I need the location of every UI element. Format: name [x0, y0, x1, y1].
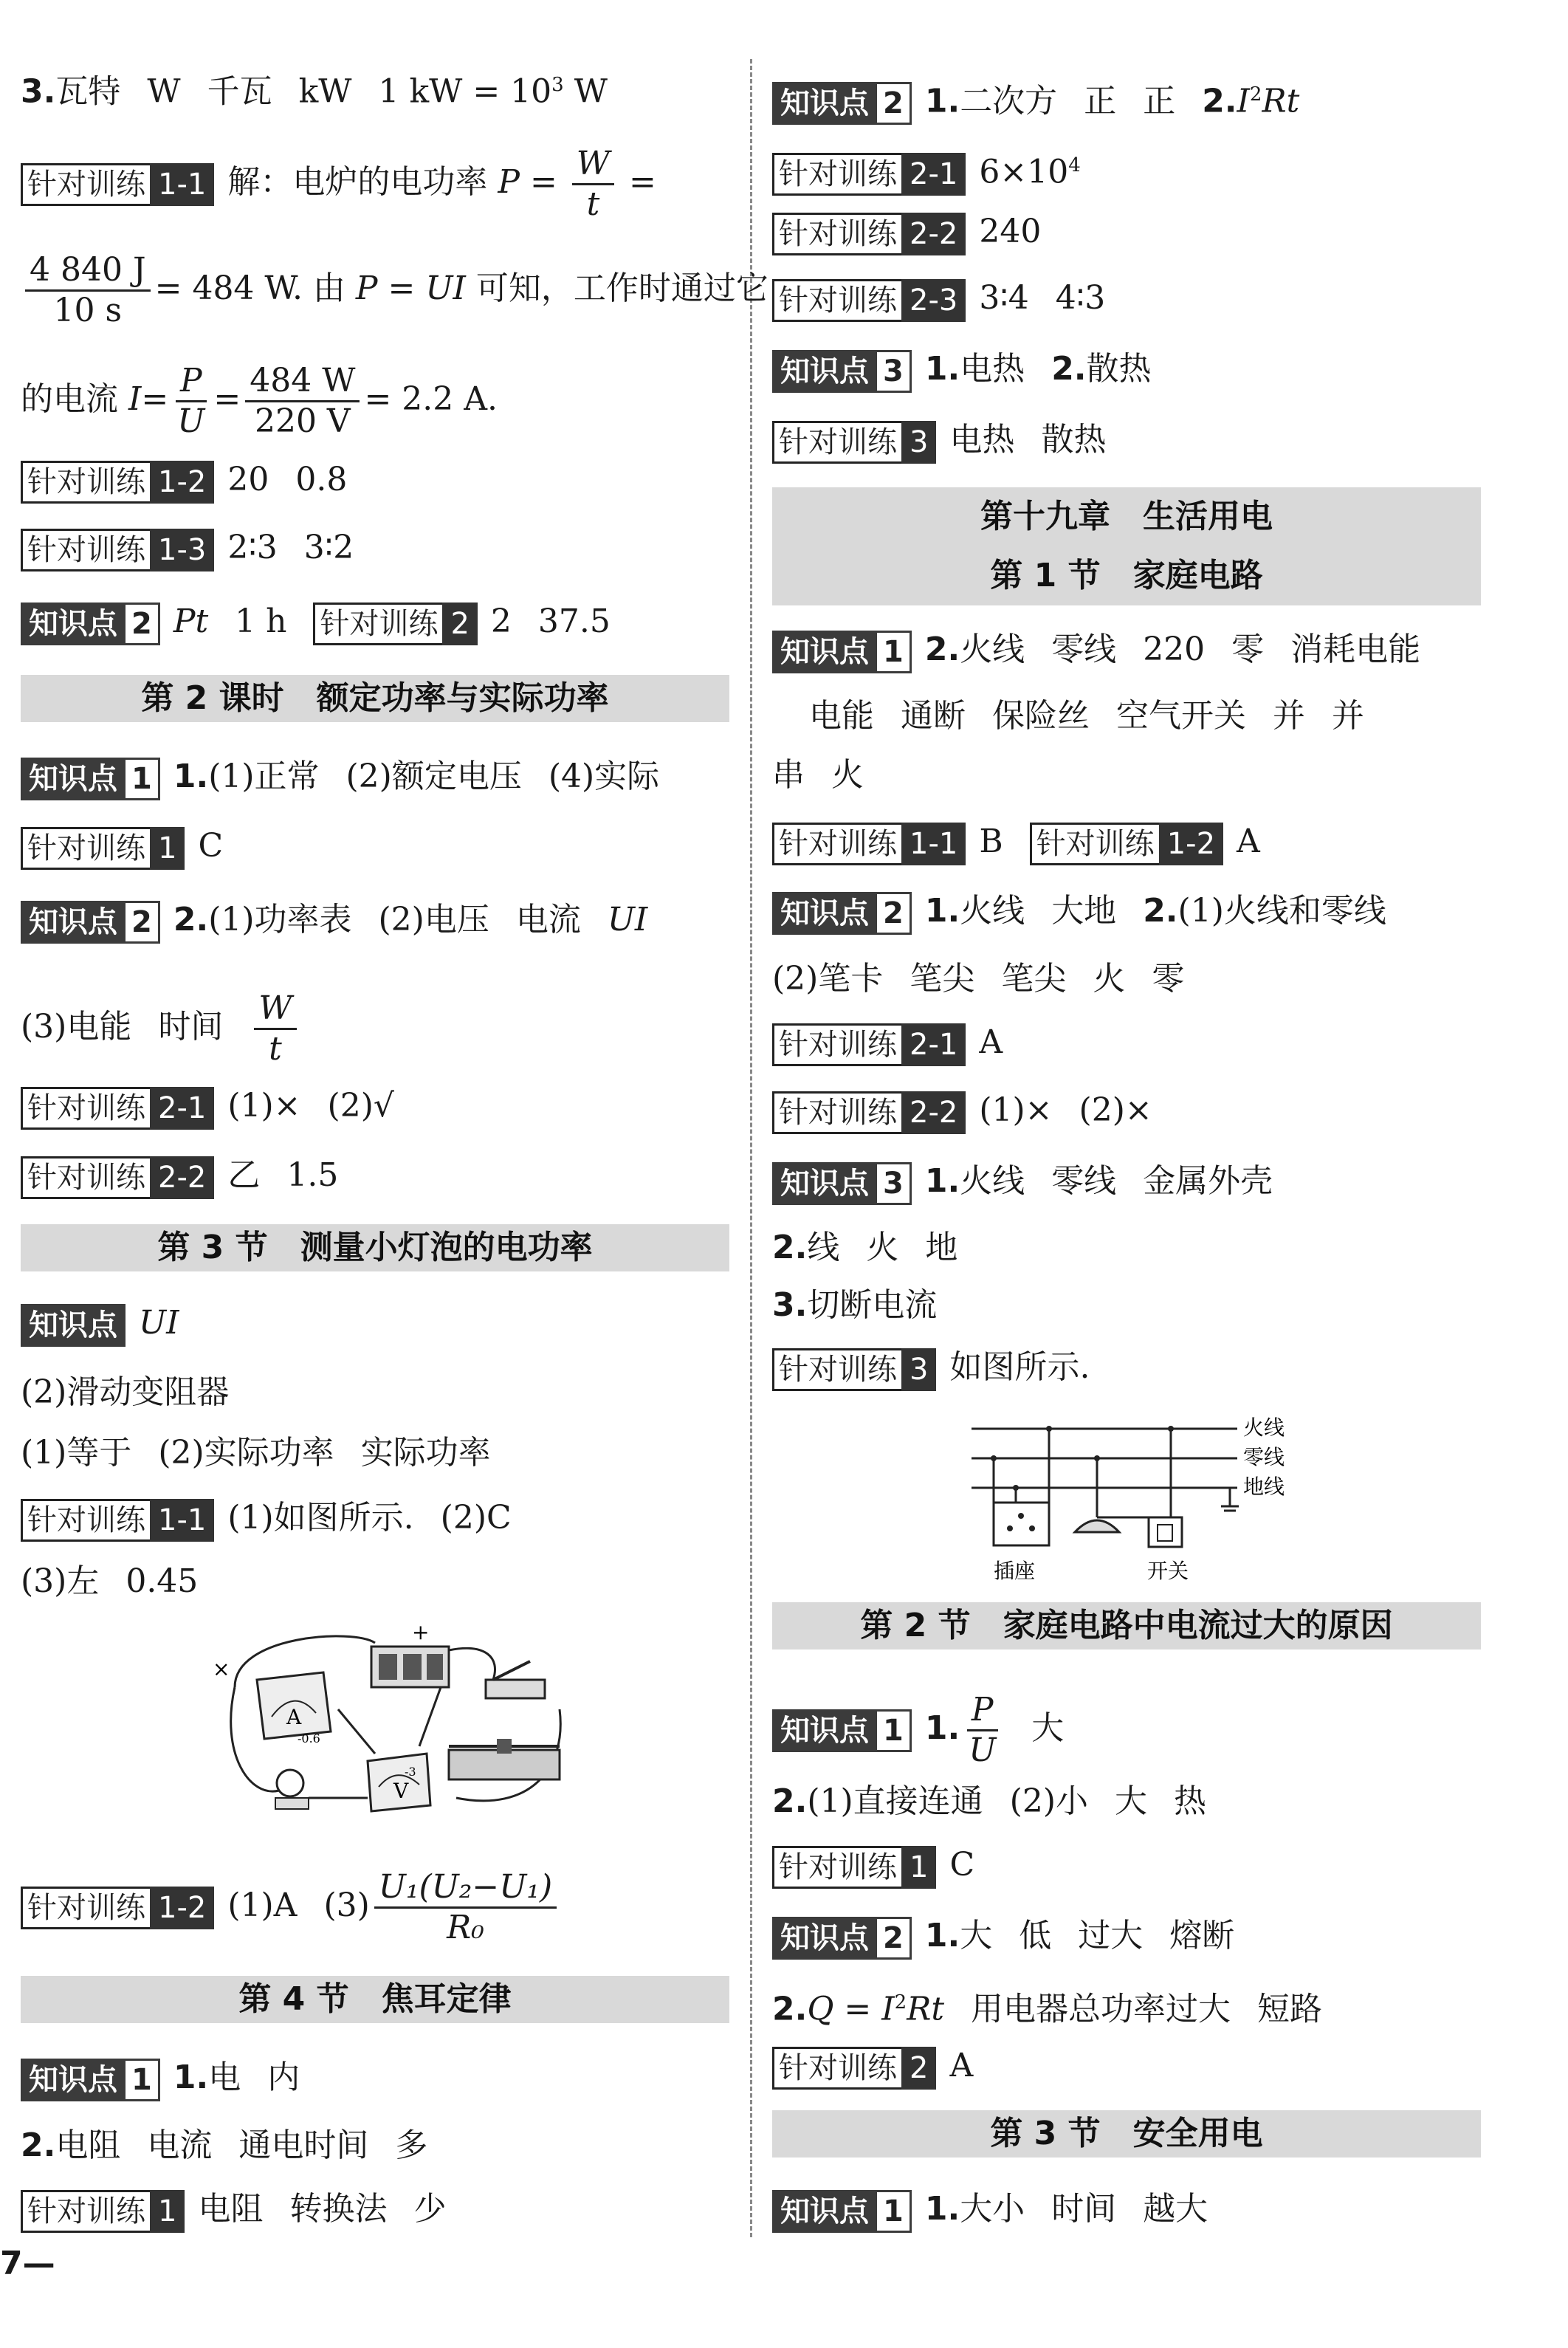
answer-line: 电能 通断 保险丝 空气开关 并 并 — [809, 697, 1364, 735]
training-tag: 针对训练 1-2 — [21, 461, 214, 504]
answer: = 484 W. 由 — [154, 270, 356, 307]
answer-line: 知识点 2 1.大 低 过大 熔断 — [772, 1914, 1234, 1960]
answer-line: (2)笔卡 笔尖 笔尖 火 零 — [772, 960, 1185, 998]
fraction: $\frac{W}{t}$ — [572, 145, 614, 224]
answer-line: 针对训练 3 电热 散热 — [772, 418, 1106, 464]
answer: = 2.2 A. — [364, 380, 498, 418]
answer-line: 知识点 1 1.电 内 — [21, 2056, 300, 2101]
fraction: $\frac{484 W}{220 V}$ — [245, 362, 360, 441]
answer-line: 知识点 2 Pt 1 h 针对训练 2 2 37.5 — [21, 600, 611, 645]
knowledge-tag: 知识点 1 — [772, 2190, 912, 2233]
answer-line: 串 火 — [772, 756, 864, 794]
answer-line: 针对训练 1-2 20 0.8 — [21, 458, 347, 504]
switch-label: 开关 — [1147, 1559, 1189, 1583]
answer-line: 知识点 3 1.电热 2.散热 — [772, 347, 1152, 393]
answer-line — [21, 63, 608, 114]
section-heading: 第 2 课时 额定功率与实际功率 — [21, 675, 729, 722]
superscript: 3 — [551, 74, 564, 96]
answer-line: 针对训练 1-1 解：电炉的电功率 P = $\frac{W}{t}$ = — [21, 145, 656, 224]
training-tag: 针对训练 2-2 — [21, 1156, 214, 1199]
earth-wire-label: 地线 — [1243, 1475, 1285, 1499]
training-tag: 针对训练 1 — [21, 2190, 185, 2233]
training-tag: 针对训练 1-1 — [21, 1499, 214, 1542]
training-tag: 针对训练 2-2 — [772, 1091, 966, 1134]
answer-line: 针对训练 1-2 (1)A (3) $\frac{\text{U₁(U₂−U₁)}}{\text{R₀}}$ — [21, 1868, 561, 1947]
answer-line: 2.线 火 地 — [772, 1229, 958, 1266]
column-divider — [750, 59, 752, 2237]
answer-line: 2.电阻 电流 通电时间 多 — [21, 2126, 428, 2164]
ammeter-icon — [257, 1672, 331, 1745]
var: P — [498, 163, 520, 201]
answer-line: 针对训练 1-1 (1)如图所示. (2)C — [21, 1496, 512, 1542]
answer-line: 的电流 I= $\frac{P}{U}$ = $\frac{484 W}{220 V}$ = 2.2 A. — [21, 362, 498, 440]
training-tag: 针对训练 2-2 — [772, 213, 966, 255]
answer-line: 知识点 2 1.火线 大地 2.(1)火线和零线 — [772, 889, 1386, 935]
training-tag: 针对训练 1-1 — [21, 163, 214, 206]
training-tag: 针对训练 1-1 — [772, 823, 966, 865]
live-wire-label: 火线 — [1243, 1415, 1285, 1440]
answer-line: 针对训练 2-3 3∶4 4∶3 — [772, 276, 1105, 322]
formula: P = UI — [355, 270, 466, 307]
training-tag: 针对训练 2-3 — [772, 279, 966, 322]
answer-line: 针对训练 2-1 (1)× (2)√ — [21, 1084, 394, 1130]
circuit-diagram — [205, 1621, 589, 1842]
neutral-wire-label: 零线 — [1243, 1445, 1285, 1469]
knowledge-tag: 知识点 1 — [772, 631, 912, 673]
answer: 1 kW = 10 — [378, 72, 552, 111]
chapter-title: 第十九章 生活用电 — [980, 498, 1273, 535]
fraction: $\frac{P}{U}$ — [173, 362, 209, 441]
training-tag: 针对训练 1 — [21, 827, 185, 870]
knowledge-tag: 知识点 2 — [21, 603, 160, 645]
answer-line: 针对训练 2-1 $6\times 10^4$ — [772, 143, 1081, 196]
socket-label: 插座 — [994, 1559, 1036, 1583]
answer-line: 针对训练 1 C — [772, 1843, 974, 1889]
section-title: 第 1 节 家庭电路 — [990, 557, 1263, 594]
answer-line: (3)左 0.45 — [21, 1562, 199, 1600]
knowledge-tag: 知识点 3 — [772, 1162, 912, 1205]
training-tag: 针对训练 2-1 — [772, 153, 966, 196]
answer-line: 知识点 3 1.火线 零线 金属外壳 — [772, 1159, 1273, 1205]
knowledge-tag: 知识点 2 — [772, 892, 912, 935]
voltmeter-icon — [368, 1754, 430, 1811]
household-circuit-diagram — [964, 1407, 1348, 1584]
knowledge-tag: 知识点 2 — [772, 82, 912, 125]
training-tag: 针对训练 1-2 — [21, 1887, 214, 1929]
answer-line: 针对训练 1 C — [21, 824, 223, 870]
answer-line: $2.Q = I^2Rt$ 用电器总功率过大 短路 — [772, 1990, 1322, 2028]
answer-line: (1)等于 (2)实际功率 实际功率 — [21, 1434, 491, 1472]
answer-line: 知识点 2 1.二次方 正 正 $2.I^2Rt$ — [772, 72, 1299, 125]
bulb-icon — [275, 1770, 309, 1809]
fraction: $\frac{P}{U}$ — [964, 1691, 1000, 1770]
svg-text:-: - — [209, 1628, 210, 1629]
answer-line: 针对训练 3 如图所示. — [772, 1345, 1090, 1391]
section-heading: 第 4 节 焦耳定律 — [21, 1976, 729, 2023]
training-tag: 针对训练 2 — [313, 603, 477, 645]
page-number: 7— — [0, 2245, 55, 2282]
answer-line: 2.(1)直接连通 (2)小 大 热 — [772, 1782, 1206, 1820]
answer: W — [563, 72, 608, 111]
section-heading: 第 3 节 测量小灯泡的电功率 — [21, 1224, 729, 1271]
chapter-heading — [772, 487, 1481, 605]
svg-text:-3: -3 — [405, 1765, 416, 1779]
svg-text:-0.6: -0.6 — [298, 1731, 320, 1745]
answer: 瓦特 — [55, 72, 121, 111]
answer-line: 知识点 2 2.(1)功率表 (2)电压 电流 UI — [21, 898, 647, 944]
training-tag: 针对训练 2-1 — [772, 1023, 966, 1066]
answer-line: 针对训练 2-1 A — [772, 1020, 1003, 1066]
answer: 解：电炉的电功率 — [227, 163, 498, 201]
answer-line: 针对训练 2-2 240 — [772, 210, 1041, 255]
answer: 可知，工作时通过它 — [465, 270, 768, 307]
svg-text:A: A — [286, 1705, 302, 1729]
answer-line: (3)电能 时间 $\frac{W}{t}$ — [21, 989, 301, 1068]
answer-line: 针对训练 2 A — [772, 2044, 973, 2090]
answer-line: 针对训练 1-3 2∶3 3∶2 — [21, 526, 354, 571]
var: I — [128, 380, 142, 418]
answer-line: 知识点 1 1. $\frac{P}{U}$ 大 — [772, 1691, 1064, 1770]
rheostat-icon — [449, 1739, 560, 1779]
answer-line: 知识点 1 2.火线 零线 220 零 消耗电能 — [772, 628, 1420, 673]
knowledge-tag: 知识点 1 — [21, 2059, 160, 2101]
answer: 的电流 — [21, 380, 128, 418]
training-tag: 针对训练 2-1 — [21, 1087, 214, 1130]
training-tag: 针对训练 1-3 — [21, 529, 214, 571]
fraction: $\frac{4 840 J}{10 s}$ — [25, 251, 151, 330]
knowledge-tag: 知识点 2 — [772, 1917, 912, 1960]
svg-text:V: V — [393, 1779, 409, 1803]
training-tag: 针对训练 2 — [772, 2047, 936, 2090]
knowledge-tag: 知识点 3 — [772, 350, 912, 393]
answer-line: 针对训练 1-1 B 针对训练 1-2 A — [772, 820, 1260, 865]
answer: kW — [298, 72, 352, 111]
training-tag: 针对训练 3 — [772, 1348, 936, 1391]
answer-line: 知识点 UI — [21, 1301, 179, 1347]
knowledge-tag: 知识点 1 — [21, 758, 160, 800]
training-tag: 针对训练 3 — [772, 421, 936, 464]
answer-line: 知识点 1 1.大小 时间 越大 — [772, 2187, 1208, 2233]
training-tag: 针对训练 1-2 — [1030, 823, 1223, 865]
plus-label: + — [412, 1621, 430, 1644]
cross-mark: × — [213, 1657, 230, 1681]
answer-line: (2)滑动变阻器 — [21, 1373, 230, 1411]
answer: 千瓦 — [207, 72, 272, 111]
answer-line: 3.切断电流 — [772, 1286, 938, 1324]
training-tag: 针对训练 1 — [772, 1846, 936, 1889]
lamp-icon — [1075, 1520, 1119, 1532]
knowledge-tag: 知识点 1 — [772, 1709, 912, 1752]
knowledge-tag: 知识点 2 — [21, 901, 160, 944]
fraction: $\frac{W}{t}$ — [254, 989, 296, 1068]
fraction: $\frac{\text{U₁(U₂−U₁)}}{\text{R₀}}$ — [374, 1868, 557, 1947]
answer: W — [147, 72, 181, 111]
answer-line — [21, 251, 768, 330]
answer-line: 针对训练 1 电阻 转换法 少 — [21, 2187, 446, 2233]
answer-line: 知识点 1 1.(1)正常 (2)额定电压 (4)实际 — [21, 755, 659, 800]
answer-line: 针对训练 2-2 乙 1.5 — [21, 1153, 338, 1199]
battery-icon — [371, 1621, 449, 1687]
answer-line: 针对训练 2-2 (1)× (2)× — [772, 1088, 1152, 1134]
knowledge-tag: 知识点 — [21, 1304, 125, 1347]
section-heading: 第 2 节 家庭电路中电流过大的原因 — [772, 1602, 1481, 1650]
item-number: 3. — [21, 72, 56, 111]
section-heading: 第 3 节 安全用电 — [772, 2110, 1481, 2158]
socket-icon — [994, 1503, 1049, 1545]
